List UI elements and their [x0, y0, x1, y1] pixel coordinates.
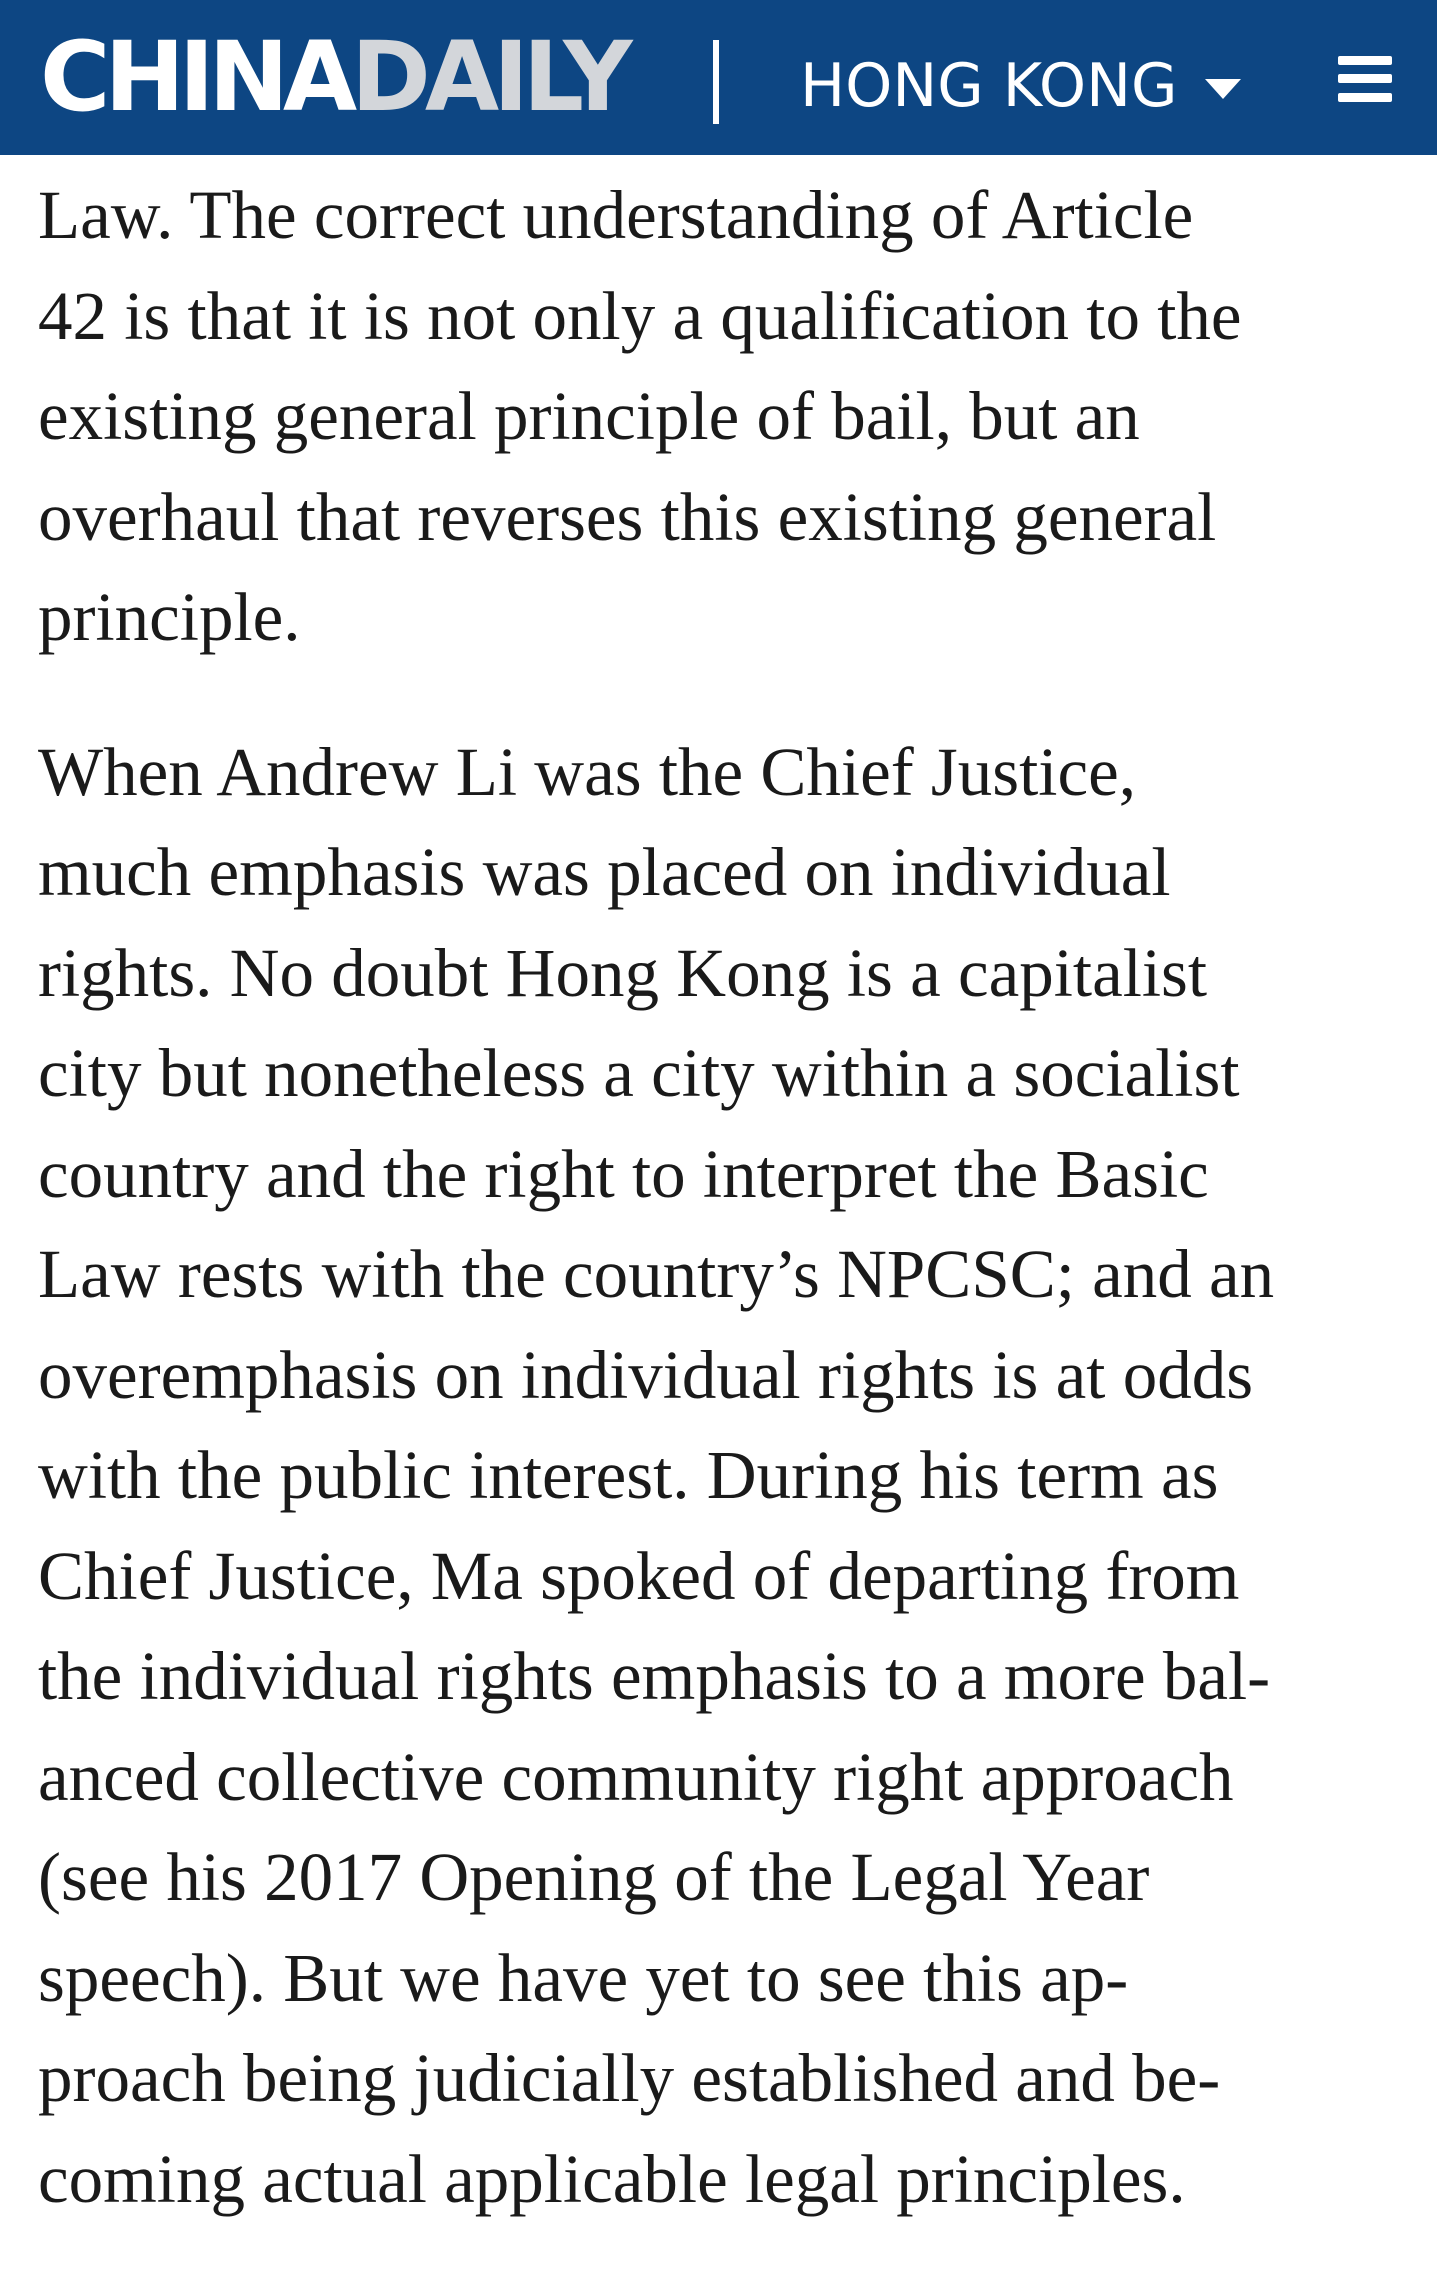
logo-daily-text: DAILY [351, 21, 627, 133]
header-divider [713, 40, 719, 124]
article-paragraph: Law. The correct understanding of Article 42 is that it is not only a qualification to the existing general principle of bail, but an overhaul that reverses this existing general principle. [38, 177, 1242, 655]
article-paragraph: When Andrew Li was the Chief Justice, much emphasis was placed on individual rights. No doubt Hong Kong is a capitalist city but nonetheless a city within a socialist country and the right to interpret the Basic Law rests with the country’s NPCSC; and an overemphasis on individual rights is at odds with the public interest. During his term as Chief Justice, Ma spoked of departing from the individual rights emphasis to a more bal- anced collective community right approach (see his 2017 Opening of the Legal Year speech). But we have yet to see this ap- proach being judicially established and be- coming actual applicable legal principles. [38, 733, 1275, 2217]
china-daily-logo[interactable] [40, 22, 627, 132]
region-selector[interactable] [800, 40, 1241, 132]
chevron-down-icon [1205, 79, 1241, 99]
region-label: HONG KONG [800, 51, 1178, 121]
logo-china-text: CHINA [40, 21, 352, 133]
site-header [0, 0, 1437, 155]
hamburger-menu-icon[interactable] [1338, 56, 1392, 102]
article-body [38, 155, 1408, 2229]
